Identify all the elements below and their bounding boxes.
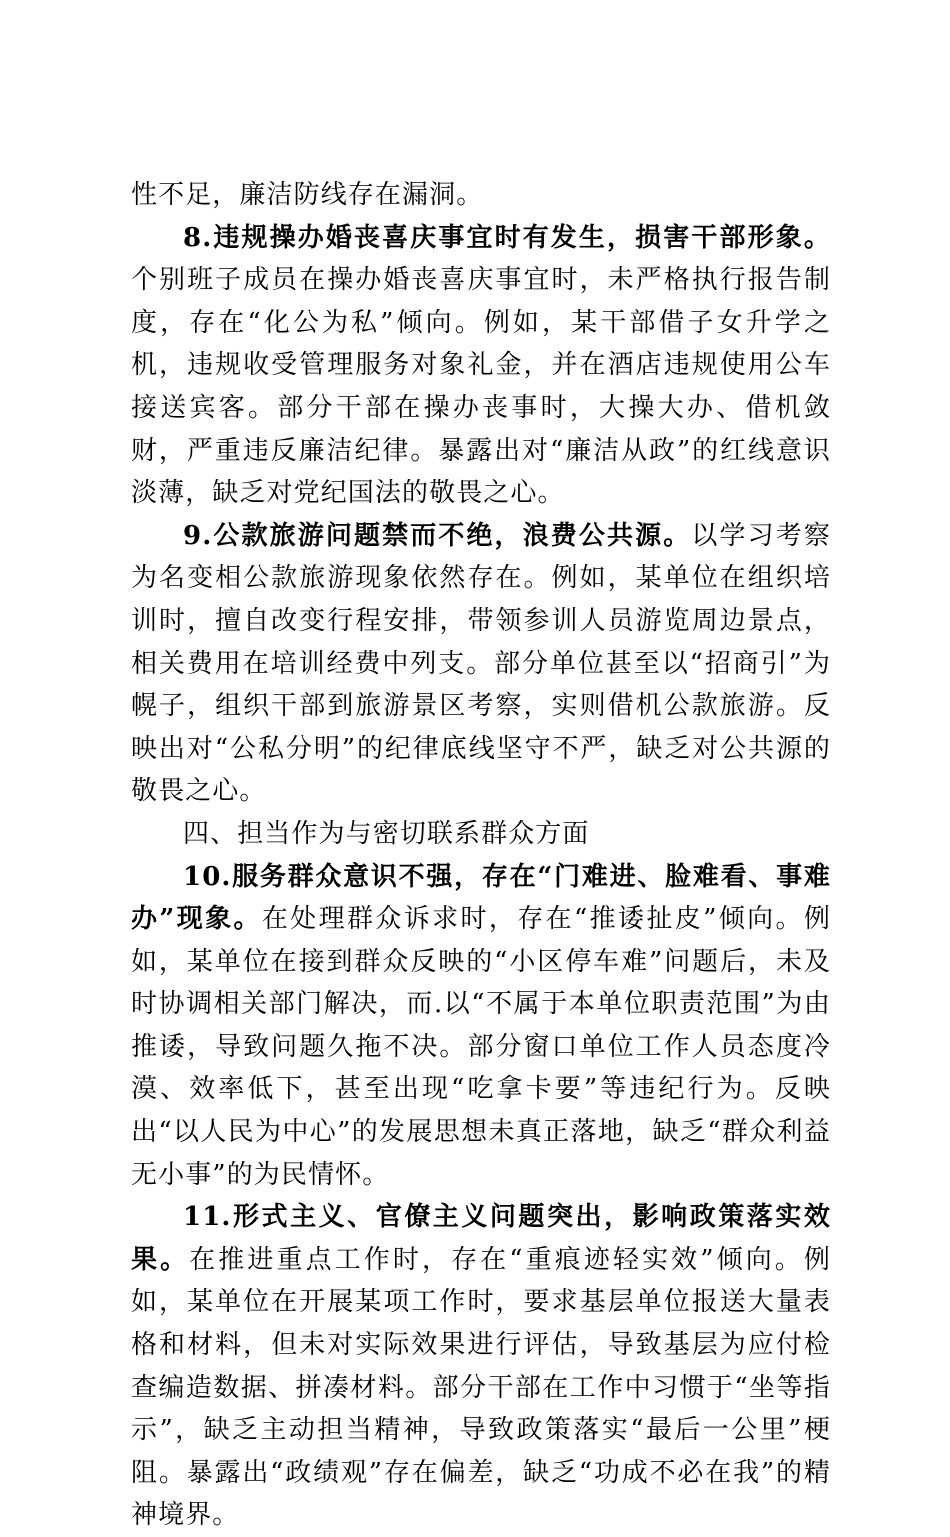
document-page (131, 174, 831, 1537)
item-10-body: 在处理群众诉求时，存在“推诿扯皮”倾向。例如，某单位在接到群众反映的“小区停车难”问题后，未及时协调相关部门解决，而.以“不属于本单位职责范围”为由推诿，导致问题久拖不决。部分窗口单位工作人员态度冷漠、效率低下，甚至出现“吃拿卡要”等违纪行为。反映出“以人民为中心”的发展思想未真正落地，缺乏“群众利益无小事”的为民情怀。 (131, 904, 831, 1190)
item-9-paragraph (131, 515, 831, 813)
item-8-lead: 8.违规操办婚丧喜庆事宜时有发生，损害干部形象。 (183, 222, 831, 253)
item-10-lead: 10.服务群众意识不强，存在“门难进、脸难看、事难办”现象。 (131, 861, 831, 935)
item-11-body: 在推进重点工作时，存在“重痕迹轻实效”倾向。例如，某单位在开展某项工作时，要求基层单位报送大量表格和材料，但未对实际效果进行评估，导致基层为应付检查编造数据、拼凑材料。部分干部在工作中习惯于“坐等指示”，缺乏主动担当精神，导致政策落实“最后一公里”梗阻。暴露出“政绩观”存在偏差，缺乏“功成不必在我”的精神境界。 (131, 1244, 832, 1531)
item-9-lead: 9.公款旅游问题禁而不绝，浪费公共源。 (183, 520, 692, 551)
continuation-paragraph (131, 174, 831, 217)
item-11-paragraph (131, 1196, 831, 1537)
item-8-paragraph (131, 217, 831, 515)
paragraph-text: 性不足，廉洁防线存在漏洞。 (131, 180, 484, 210)
item-8-body: 个别班子成员在操办婚丧喜庆事宜时，未严格执行报告制度，存在“化公为私”倾向。例如，某干部借子女升学之机，违规收受管理服务对象礼金，并在酒店违规使用公车接送宾客。部分干部在操办丧事时，大操大办、借机敛财，严重违反廉洁纪律。暴露出对“廉洁从政”的红线意识淡薄，缺乏对党纪国法的敬畏之心。 (131, 265, 831, 509)
item-9-body: 以学习考察为名变相公款旅游现象依然存在。例如，某单位在组织培训时，擅自改变行程安排，带领参训人员游览周边景点，相关费用在培训经费中列支。部分单位甚至以“招商引”为幌子，组织干部到旅游景区考察，实则借机公款旅游。反映出对“公私分明”的纪律底线坚守不严，缺乏对公共源的敬畏之心。 (131, 520, 831, 807)
section-heading: 四、担当作为与密切联系群众方面 (183, 818, 590, 849)
item-11-lead: 11.形式主义、官僚主义问题突出，影响政策落实效果。 (131, 1202, 831, 1275)
item-10-paragraph (131, 856, 831, 1197)
